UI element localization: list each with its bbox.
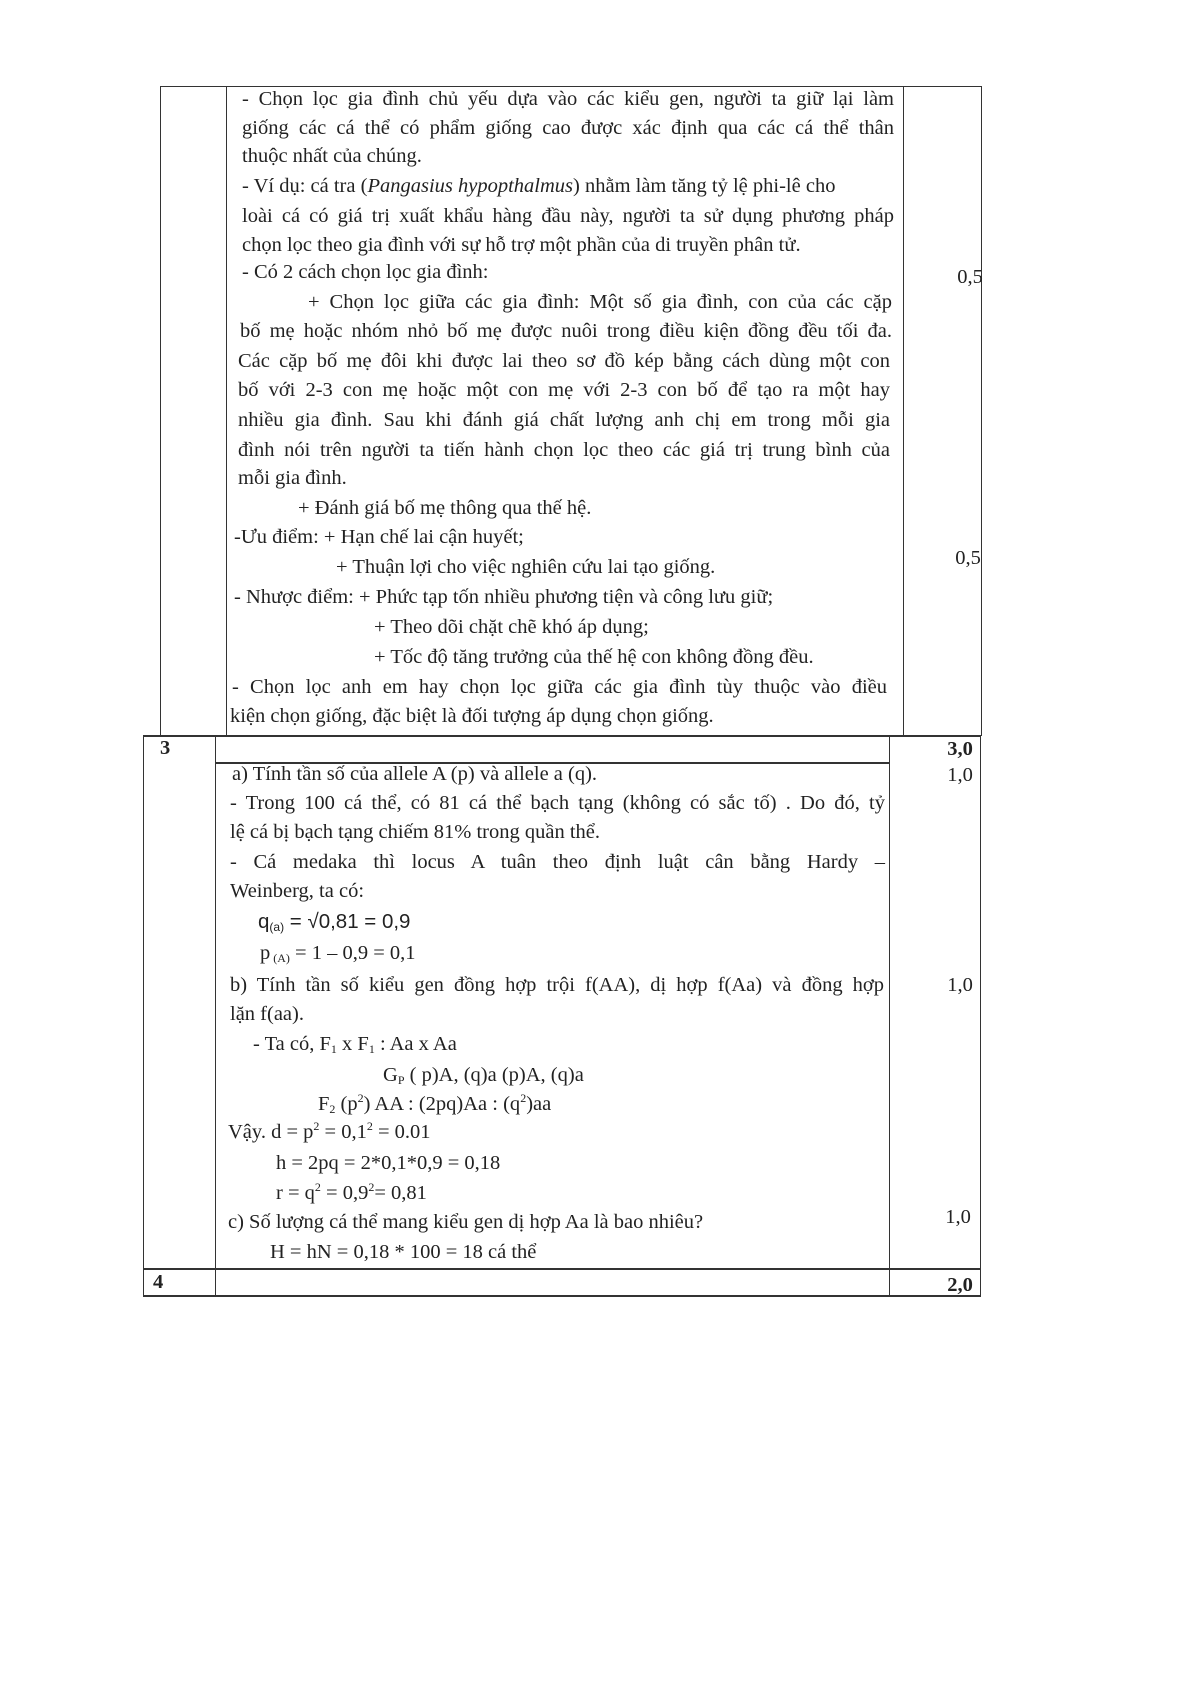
text-line: lặn f(aa).	[230, 1003, 304, 1025]
text-line: Weinberg, ta có:	[230, 880, 365, 902]
formula-d	[228, 1120, 431, 1144]
text: 2	[357, 1091, 364, 1105]
formula-q	[258, 910, 410, 934]
text-line: giống các cá thể có phẩm giống cao được xác định qua các cá thể thân	[242, 117, 894, 139]
text-line: lệ cá bị bạch tạng chiếm 81% trong quần thể.	[230, 821, 601, 843]
score: 0,5	[957, 266, 983, 288]
formula-r	[276, 1181, 427, 1205]
formula-h: h = 2pq = 2*0,1*0,9 = 0,18	[276, 1152, 501, 1174]
text: 2	[314, 1180, 321, 1194]
text-line: + Theo dõi chặt chẽ khó áp dụng;	[374, 616, 649, 638]
table-border	[903, 86, 904, 736]
text: G	[383, 1064, 398, 1086]
text: = 0,81	[374, 1182, 427, 1204]
text-line: kiện chọn giống, đặc biệt là đối tượng áp dụng chọn giống.	[230, 705, 714, 727]
text-line: loài cá có giá trị xuất khẩu hàng đầu này, người ta sử dụng phương pháp	[242, 205, 894, 227]
cross-line	[253, 1032, 457, 1056]
text-line: nhiều gia đình. Sau khi đánh giá chất lượng anh chị em trong mỗi gia	[238, 409, 890, 431]
text-line: - Trong 100 cá thể, có 81 cá thể bạch tạng (không có sắc tố) . Do đó, tỷ	[230, 792, 885, 814]
table-border	[143, 735, 144, 1296]
text-line: -Ưu điểm: + Hạn chế lai cận huyết;	[234, 526, 524, 548]
text: ( p)A, (q)a (p)A, (q)a	[404, 1064, 584, 1086]
text: ) nhằm làm tăng tỷ lệ phi-lê cho	[573, 175, 836, 197]
text: : Aa x Aa	[374, 1033, 457, 1055]
text-line	[242, 174, 835, 198]
text: 2	[366, 1119, 373, 1133]
text: )aa	[526, 1093, 552, 1115]
text: P	[397, 1073, 405, 1087]
text-line: + Đánh giá bố mẹ thông qua thế hệ.	[298, 497, 592, 519]
table-border	[143, 735, 981, 737]
part-a-title: a) Tính tần số của allele A (p) và allele a (q).	[232, 763, 598, 785]
f2-line	[318, 1092, 551, 1116]
text: (p	[335, 1093, 358, 1115]
text-line: bố mẹ hoặc nhóm nhỏ bố mẹ được nuôi trong điều kiện đồng đều tối đa.	[240, 320, 892, 342]
text: 2	[313, 1119, 320, 1133]
formula-p	[260, 941, 416, 965]
text: - Ví dụ: cá tra (	[242, 175, 368, 197]
text-line: - Có 2 cách chọn lọc gia đình:	[242, 261, 489, 283]
text-line: - Cá medaka thì locus A tuân theo định luật cân bằng Hardy –	[230, 851, 885, 873]
text: = 1 – 0,9 = 0,1	[289, 942, 416, 964]
text-line: Các cặp bố mẹ đôi khi được lai theo sơ đồ kép bằng cách dùng một con	[238, 350, 890, 372]
text: = 0,9	[320, 1182, 369, 1204]
text: 1	[368, 1042, 375, 1056]
text: 2	[520, 1091, 527, 1105]
text-line: bố với 2-3 con mẹ hoặc một con mẹ với 2-3 con bố để tạo ra một hay	[238, 379, 890, 401]
part-c-title: c) Số lượng cá thể mang kiểu gen dị hợp Aa là bao nhiêu?	[228, 1211, 704, 1233]
text-line: đình nói trên người ta tiến hành chọn lọc theo các giá trị trung bình của	[238, 439, 890, 461]
score: 1,0	[947, 974, 973, 996]
text-line: thuộc nhất của chúng.	[242, 145, 422, 167]
text-line: + Tốc độ tăng trưởng của thế hệ con không đồng đều.	[374, 646, 814, 668]
text: = 0,1	[319, 1121, 367, 1143]
species-name: Pangasius hypopthalmus	[367, 175, 574, 197]
text: - Ta có, F	[253, 1033, 331, 1055]
text-line: H = hN = 0,18 * 100 = 18 cá thể	[270, 1241, 537, 1263]
table-border	[143, 1268, 981, 1270]
text: 2	[329, 1102, 336, 1116]
score: 1,0	[945, 1206, 971, 1228]
text-line: - Nhược điểm: + Phức tạp tốn nhiều phương tiện và công lưu giữ;	[234, 586, 774, 608]
text: r = q	[276, 1182, 315, 1204]
text: (A)	[270, 951, 290, 965]
text: x F	[336, 1033, 369, 1055]
text-line: - Chọn lọc anh em hay chọn lọc giữa các gia đình tùy thuộc vào điều	[232, 676, 887, 698]
text-line: + Chọn lọc giữa các gia đình: Một số gia đình, con của các cặp	[308, 291, 892, 313]
text: F	[318, 1093, 330, 1115]
text: p	[260, 942, 271, 964]
question-total-score: 2,0	[947, 1274, 973, 1296]
score: 0,5	[955, 547, 981, 569]
text: = 0.01	[372, 1121, 431, 1143]
text: (a)	[269, 920, 285, 934]
table-border	[981, 86, 982, 736]
text: Vậy. d = p	[228, 1121, 314, 1143]
text-line: - Chọn lọc gia đình chủ yếu dựa vào các kiểu gen, người ta giữ lại làm	[242, 88, 894, 110]
text: = √0,81 = 0,9	[284, 910, 411, 933]
text: q	[258, 910, 270, 933]
text: 2	[368, 1180, 375, 1194]
gamete-line	[383, 1063, 584, 1087]
text-line: + Thuận lợi cho việc nghiên cứu lai tạo giống.	[336, 556, 716, 578]
text: 1	[330, 1042, 337, 1056]
question-total-score: 3,0	[947, 738, 973, 760]
text-line: chọn lọc theo gia đình với sự hỗ trợ một phần của di truyền phân tử.	[242, 234, 801, 256]
question-number: 4	[153, 1271, 164, 1293]
table-border	[215, 735, 216, 1296]
table-border	[889, 735, 890, 1296]
table-border	[143, 1295, 981, 1297]
text-line: mỗi gia đình.	[238, 467, 347, 489]
table-border	[160, 86, 161, 736]
table-border	[226, 86, 227, 736]
score: 1,0	[947, 764, 973, 786]
part-b-title: b) Tính tần số kiểu gen đồng hợp trội f(AA), dị hợp f(Aa) và đồng hợp	[230, 974, 884, 996]
question-number: 3	[160, 737, 171, 759]
text: ) AA : (2pq)Aa : (q	[363, 1093, 521, 1115]
